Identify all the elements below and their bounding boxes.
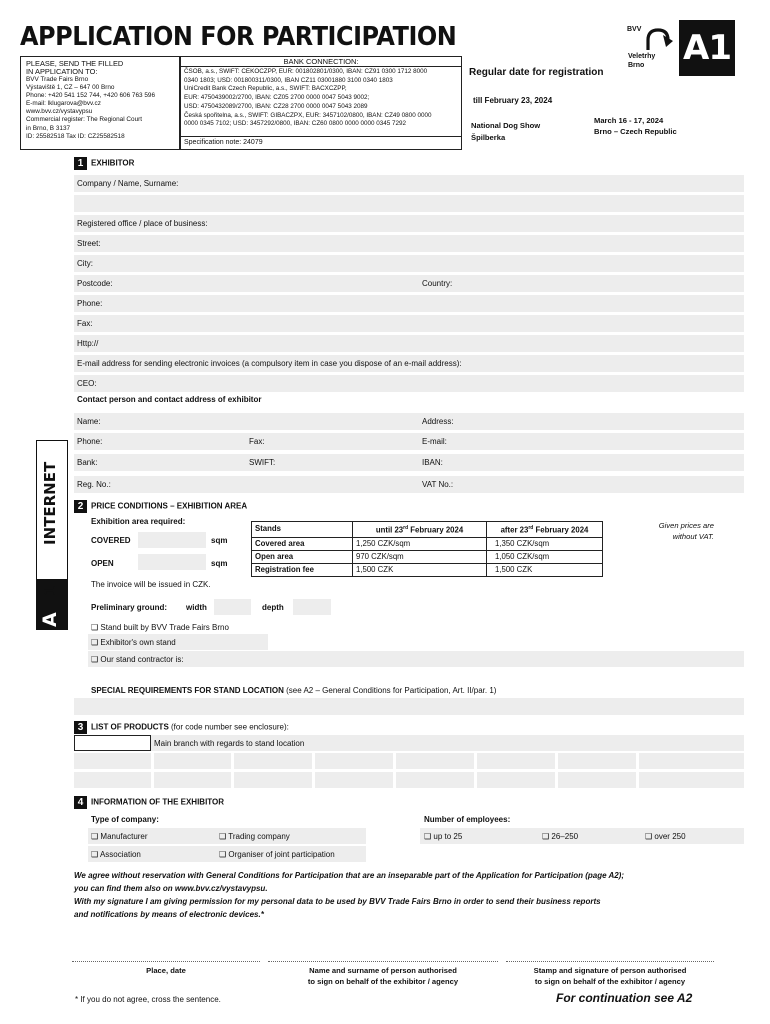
section-number: 1 [74,157,87,170]
open-sqm-input[interactable] [138,554,206,570]
sig-label-line: to sign on behalf of the exhibitor / agency [307,977,459,986]
bvv-logo-text: BVV [627,26,642,33]
depth-input[interactable] [293,599,331,615]
special-requirements-note: (see A2 – General Conditions for Participation, Art. II/par. 1) [283,686,497,695]
type-joint-organiser[interactable] [219,850,335,859]
option-own-stand[interactable] [91,638,176,647]
price-until: 970 CZK/sqm [353,550,487,563]
contact-phone-label: Phone: [77,437,103,446]
checkbox-icon[interactable]: ❑ [219,832,227,841]
contact-swift-label: SWIFT: [249,458,276,467]
section-title: INFORMATION OF THE EXHIBITOR [91,797,225,807]
depth-label: depth [262,603,284,612]
price-header-until: until 23rd February 2024 [353,522,487,538]
send-line: in Brno, B 3137 [26,124,71,132]
sig-label-line: Stamp and signature of person authorised [533,966,687,975]
option-label: 26–250 [551,832,579,841]
send-heading-2: IN APPLICATION TO: [26,67,98,76]
type-manufacturer[interactable] [91,832,148,841]
invoice-note: The invoice will be issued in CZK. [91,580,211,589]
checkbox-icon[interactable]: ❑ [219,850,227,859]
width-label: width [186,603,207,612]
send-line: ID: 25582518 Tax ID: CZ25582518 [26,132,125,140]
product-code-input[interactable] [234,772,312,788]
contact-name-label: Name: [77,417,101,426]
section-info-heading [74,796,224,809]
logo-line: Veletrhy [628,53,656,60]
price-after: 1,500 CZK [487,563,603,576]
price-until: 1,250 CZK/sqm [353,537,487,550]
place-date-label: Place, date [146,966,186,975]
send-line: Commercial register: The Regional Court [26,116,143,124]
checkbox-icon[interactable]: ❑ [91,638,99,647]
event-name-line: National Dog Show [471,121,541,130]
option-label: Association [99,850,141,859]
event-name [471,120,540,144]
bank-line: USD: 4750432089/2700, IBAN: CZ28 2700 0000 0047 5043 2089 [184,102,368,110]
event-venue: Špilberka [471,133,506,142]
type-trading[interactable] [219,832,290,841]
option-label: over 250 [654,832,686,841]
side-band-divider [36,597,68,598]
price-row-covered [252,537,603,550]
main-branch-label: Main branch with regards to stand location [154,739,305,748]
legal-line: We agree without reservation with General Conditions for Participation that are an inseparable part of the Application for Participation (page A2); [74,871,625,880]
send-line: BVV Trade Fairs Brno [26,76,89,83]
main-branch-code-input[interactable] [74,735,151,751]
bank-line: ČSOB, a.s., SWIFT: CEKOCZPP, EUR: 001802801/0300, IBAN: CZ91 0300 1712 8000 [184,68,428,75]
option-label: Stand built by BVV Trade Fairs Brno [100,623,229,632]
checkbox-icon[interactable]: ❑ [542,832,550,841]
section-title: EXHIBITOR [91,158,135,168]
stand-contractor-input[interactable] [88,651,744,667]
price-row-label: Registration fee [252,563,353,576]
ceo-field[interactable]: CEO: [74,375,744,392]
contact-bank-field[interactable] [74,454,744,471]
bank-connection-box [180,56,462,150]
price-until: 1,500 CZK [353,563,487,576]
option-label: Trading company [228,832,290,841]
section-title: LIST OF PRODUCTS [91,722,169,732]
section-number: 2 [74,500,87,513]
option-label: Our stand contractor is: [100,655,184,664]
section-title: PRICE CONDITIONS – EXHIBITION AREA [91,501,248,511]
product-code-input[interactable] [639,772,744,788]
product-code-input[interactable] [477,772,555,788]
special-requirements-title: SPECIAL REQUIREMENTS FOR STAND LOCATION [91,686,284,695]
option-label: up to 25 [433,832,463,841]
postcode-label: Postcode: [77,279,113,288]
stamp-signature-line[interactable] [506,961,714,962]
contact-phone-field[interactable] [74,433,744,450]
employees-over-250[interactable] [645,832,686,841]
bvv-logo-icon [646,26,676,52]
postcode-field[interactable] [74,275,744,292]
street-field[interactable]: Street: [74,235,744,252]
side-band-number: 1 [41,585,59,596]
type-association[interactable] [91,850,141,859]
employees-row [420,828,744,844]
employees-up-to-25[interactable] [424,832,462,841]
covered-label: COVERED [91,536,131,545]
special-requirements-input[interactable] [74,698,744,715]
contact-person-heading: Contact person and contact address of exhibitor [77,395,262,404]
bank-line: UniCredit Bank Czech Republic, a.s., SWIFT: BACXCZPP, [184,85,347,93]
send-email[interactable]: E-mail: lklugarova@bvv.cz [26,100,101,108]
price-header-after: after 23rd February 2024 [487,522,603,538]
company-field[interactable]: Company / Name, Surname: [74,175,744,192]
special-requirements-label [91,686,496,695]
bank-line: 0340 1803; USD: 001800311/0300, IBAN CZ11 03001880 3100 0340 1803 [184,76,393,84]
event-dates [594,115,677,137]
product-code-input[interactable] [315,753,393,769]
price-row-label: Open area [252,550,353,563]
width-input[interactable] [214,599,251,615]
sig-label-line: Name and surname of person authorised [309,966,457,975]
product-code-input[interactable] [558,772,636,788]
checkbox-icon[interactable]: ❑ [91,623,99,632]
option-label: Manufacturer [100,832,148,841]
vat-no-label: VAT No.: [422,480,454,489]
legal-line: you can find them also on www.bvv.cz/vystavypsu. [74,884,268,893]
section-price-heading [74,500,247,513]
authorised-name-label [268,965,498,987]
employees-label: Number of employees: [424,815,511,824]
logo-line: Brno [628,62,645,69]
section-products-heading [74,721,289,734]
send-website[interactable]: www.bvv.cz/vystavypsu [26,108,93,116]
continuation-note: For continuation see A2 [556,991,693,1005]
covered-unit: sqm [211,536,228,545]
area-required-label: Exhibition area required: [91,517,186,526]
product-code-input[interactable] [396,753,474,769]
company-type-label: Type of company: [91,815,159,824]
event-location: Brno – Czech Republic [594,127,677,136]
legal-line: With my signature I am giving permission for my personal data to be used by BVV Trade Fairs Brno in order to send their business reports [74,897,601,906]
checkbox-icon[interactable]: ❑ [91,655,99,664]
product-code-input[interactable] [558,753,636,769]
product-code-input[interactable] [234,753,312,769]
product-code-input[interactable] [154,753,231,769]
bank-line: 0000 0345 7102; USD: 3457292/0800, IBAN: CZ60 0800 0000 0000 0345 7292 [184,120,406,128]
send-line: Výstaviště 1, CZ – 647 00 Brno [26,84,115,92]
page-title: APPLICATION FOR PARTICIPATION [20,22,457,52]
country-label: Country: [422,279,453,288]
price-row-open [252,550,603,563]
product-code-input[interactable] [74,772,151,788]
covered-sqm-input[interactable] [138,532,206,548]
product-code-input[interactable] [315,772,393,788]
contact-email-label: E-mail: [422,437,447,446]
open-unit: sqm [211,559,228,568]
price-row-registration [252,563,603,576]
option-label: Exhibitor's own stand [100,638,176,647]
legal-consent-text [74,869,624,921]
open-label: OPEN [91,559,114,568]
contact-iban-label: IBAN: [422,458,443,467]
price-table [251,521,603,577]
stamp-label [506,965,714,987]
send-to-box [20,56,180,150]
company-field-line2[interactable] [74,195,744,212]
phone-field[interactable]: Phone: [74,295,744,312]
bank-line: EUR: 4750439002/2700, IBAN: CZ05 2700 0000 0047 5043 9002; [184,94,370,102]
fax-field[interactable]: Fax: [74,315,744,332]
price-table-header [252,522,603,538]
contact-address-label: Address: [422,417,454,426]
option-bvv-stand[interactable] [91,623,229,632]
price-row-label: Covered area [252,537,353,550]
vat-note [634,520,714,542]
side-band-letter: A [39,612,61,627]
bank-heading: BANK CONNECTION: [181,57,461,67]
sig-label-line: to sign on behalf of the exhibitor / agency [534,977,686,986]
internet-label: INTERNET [41,461,59,545]
contact-name-field[interactable] [74,413,744,430]
form-code-badge: A1 [679,20,735,76]
vat-note-line: without VAT. [672,532,714,541]
veletrhy-brno-text [628,52,655,70]
bank-line: Česká spořitelna, a.s., SWIFT: GIBACZPX, EUR: 3457102/0800, IBAN: CZ49 0800 0000 [184,111,432,119]
http-field[interactable]: Http:// [74,335,744,352]
city-field[interactable]: City: [74,255,744,272]
product-code-input[interactable] [74,753,151,769]
reg-no-label: Reg. No.: [77,480,111,489]
employees-26-250[interactable] [542,832,578,841]
product-code-input[interactable] [477,753,555,769]
name-signature-line[interactable] [268,961,498,962]
section-number: 4 [74,796,87,809]
product-code-input[interactable] [396,772,474,788]
send-heading-1: PLEASE, SEND THE FILLED [26,59,124,68]
checkbox-icon[interactable]: ❑ [91,850,99,859]
contact-reg-field[interactable] [74,476,744,493]
registered-office-field[interactable]: Registered office / place of business: [74,215,744,232]
section-note: (for code number see enclosure): [168,722,289,732]
checkbox-icon[interactable]: ❑ [91,832,99,841]
checkbox-icon[interactable]: ❑ [645,832,653,841]
checkbox-icon[interactable]: ❑ [424,832,432,841]
contact-bank-label: Bank: [77,458,98,467]
contact-fax-label: Fax: [249,437,265,446]
event-date-range: March 16 - 17, 2024 [594,116,664,125]
ground-label: Preliminary ground: [91,603,168,612]
section-number: 3 [74,721,87,734]
section-exhibitor-heading [74,157,134,170]
footnote: * If you do not agree, cross the sentence. [75,995,221,1004]
send-line: Phone: +420 541 152 744, +420 606 763 596 [26,92,155,100]
spec-note: Specification note: 24079 [181,136,461,149]
registration-deadline: till February 23, 2024 [473,96,553,105]
option-label: Organiser of joint participation [228,850,335,859]
vat-note-line: Given prices are [658,521,714,530]
product-code-input[interactable] [639,753,744,769]
product-code-input[interactable] [154,772,231,788]
regular-date-label: Regular date for registration [469,67,604,78]
legal-line: and notifications by means of electronic devices.* [74,910,264,919]
invoice-email-field[interactable]: E-mail address for sending electronic invoices (a compulsory item in case you dispose of an e-mail address): [74,355,744,372]
place-date-line[interactable] [72,961,260,962]
price-after: 1,050 CZK/sqm [487,550,603,563]
price-after: 1,350 CZK/sqm [487,537,603,550]
option-contractor[interactable] [91,655,184,664]
price-header-stands: Stands [252,522,353,538]
